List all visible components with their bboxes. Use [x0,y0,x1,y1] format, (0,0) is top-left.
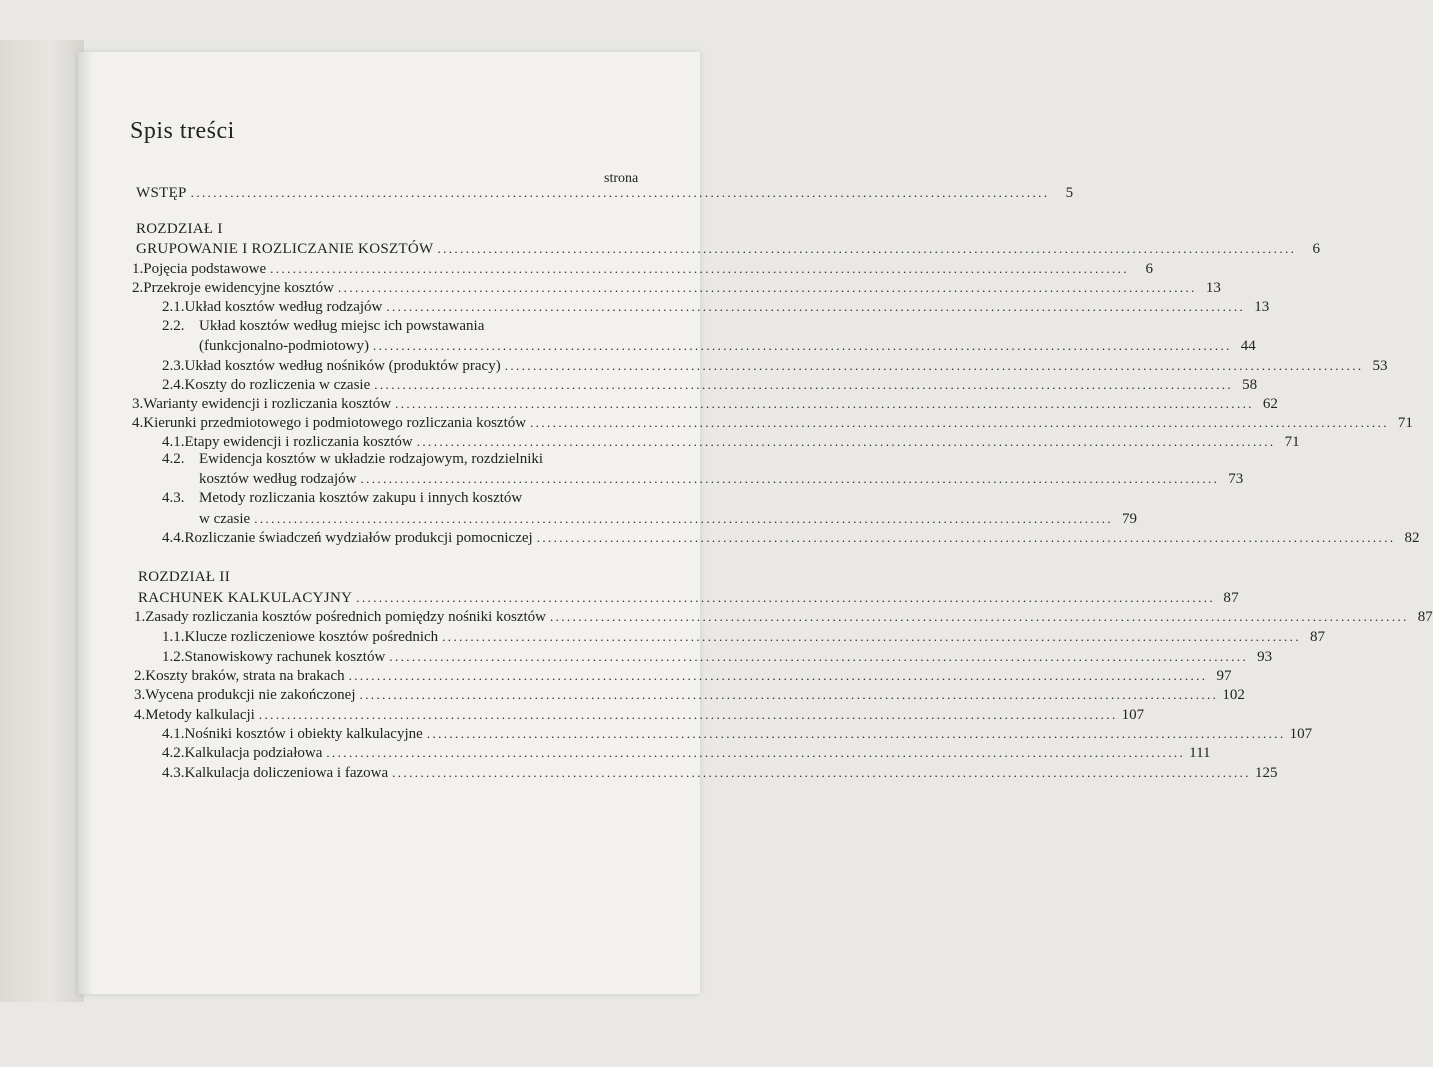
toc-entry: 4.1. Nośniki kosztów i obiekty kalkulacyjne ........................................................................................................................................................ 107 [162,726,1313,742]
page-spine-shadow [78,52,94,994]
toc-entry: kosztów według rodzajów ........................................................................................................................................................ 73 [199,471,1244,487]
toc-entry: 2.3. Układ kosztów według nośników (produktów pracy) ........................................................................................................................................................ 53 [162,358,1388,374]
toc-entry: 1. Pojęcia podstawowe ........................................................................................................................................................ 6 [132,261,1153,277]
toc-entry: RACHUNEK KALKULACYJNY ........................................................................................................................................................ 87 [138,590,1240,606]
toc-entry: 4.4. Rozliczanie świadczeń wydziałów produkcji pomocniczej ........................................................................................................................................................ 82 [162,530,1420,546]
toc-entry: 4. Metody kalkulacji ........................................................................................................................................................ 107 [134,707,1145,723]
toc-entry: 2. Koszty braków, strata na brakach ........................................................................................................................................................ 97 [134,668,1232,684]
toc-entry: 3. Wycena produkcji nie zakończonej ........................................................................................................................................................ 102 [134,687,1245,703]
toc-entry: 4.2. Kalkulacja podziałowa ........................................................................................................................................................ 111 [162,745,1211,761]
toc-entry: 1. Zasady rozliczania kosztów pośrednich pomiędzy nośniki kosztów ........................................................................................................................................................ 87 [134,609,1433,625]
toc-entry: 4. Kierunki przedmiotowego i podmiotowego rozliczania kosztów ........................................................................................................................................................ 71 [132,415,1413,431]
toc-entry: WSTĘP ........................................................................................................................................................ 5 [136,185,1074,201]
toc-entry: GRUPOWANIE I ROZLICZANIE KOSZTÓW ........................................................................................................................................................ 6 [136,241,1321,257]
chapter-label: ROZDZIAŁ II [138,569,231,585]
toc-entry: 3. Warianty ewidencji i rozliczania kosztów ........................................................................................................................................................ 62 [132,396,1278,412]
toc-entry: 2.4. Koszty do rozliczenia w czasie ........................................................................................................................................................ 58 [162,377,1258,393]
page-title: Spis treści [130,118,235,144]
toc-entry: 1.2. Stanowiskowy rachunek kosztów ........................................................................................................................................................ 93 [162,649,1273,665]
toc-line-wrap: 4.3. Metody rozliczania kosztów zakupu i innych kosztów [162,490,523,506]
chapter-label: ROZDZIAŁ I [136,221,223,237]
toc-entry: 4.1. Etapy ewidencji i rozliczania kosztów ........................................................................................................................................................ 71 [162,434,1300,450]
toc-entry: 2. Przekroje ewidencyjne kosztów ........................................................................................................................................................ 13 [132,280,1221,296]
toc-entry: 4.3. Kalkulacja doliczeniowa i fazowa ........................................................................................................................................................ 125 [162,765,1278,781]
toc-entry: w czasie ........................................................................................................................................................ 79 [199,511,1138,527]
page-column-label: strona [604,171,639,186]
toc-line-wrap: 4.2. Ewidencja kosztów w układzie rodzajowym, rozdzielniki [162,451,544,467]
toc-entry: (funkcjonalno-podmiotowy) ........................................................................................................................................................ 44 [199,338,1256,354]
toc-entry: 1.1. Klucze rozliczeniowe kosztów pośrednich ........................................................................................................................................................ 87 [162,629,1325,645]
toc-entry: 2.1. Układ kosztów według rodzajów ........................................................................................................................................................ 13 [162,299,1270,315]
toc-line-wrap: 2.2. Układ kosztów według miejsc ich powstawania [162,318,485,334]
previous-page-edge [0,40,84,1002]
